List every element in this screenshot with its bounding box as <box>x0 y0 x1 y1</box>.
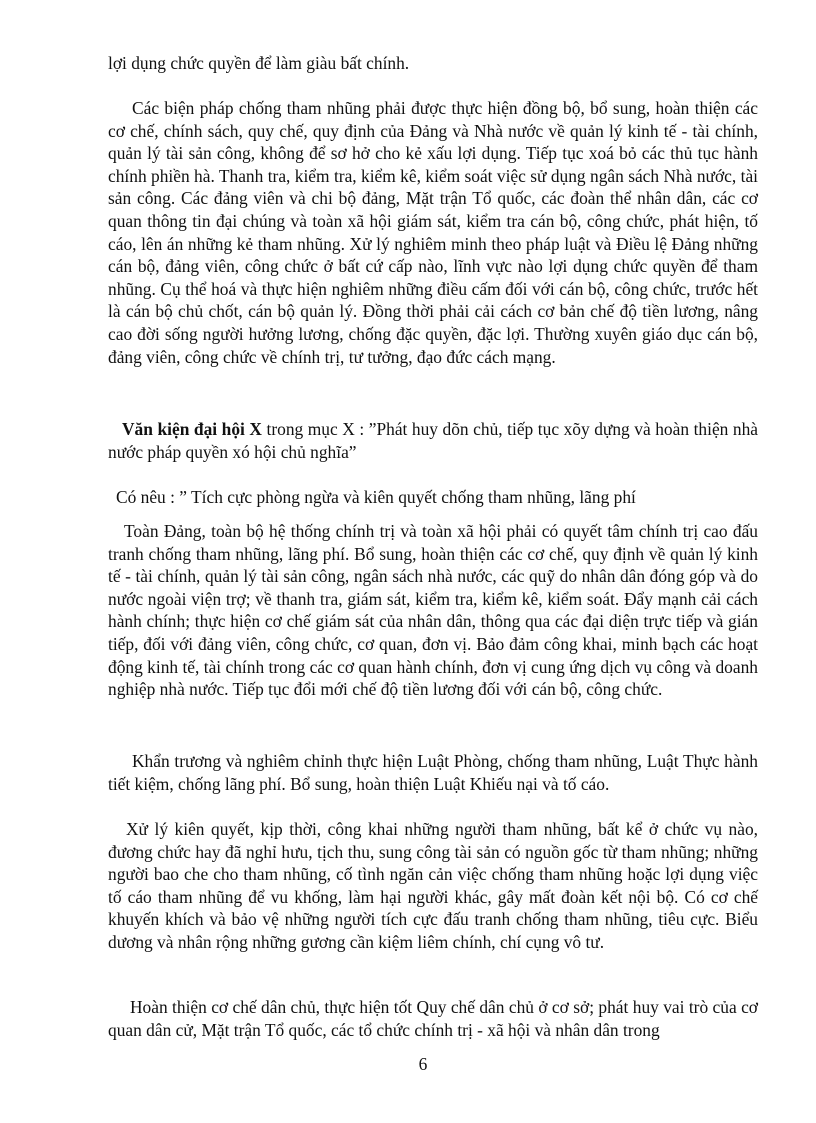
section-heading-text: trong mục X : ”Phát huy dõn chủ, tiếp tục xõy dựng và hoàn thiện nhà nước pháp quyền xó hội chủ nghĩa” <box>108 419 759 462</box>
page-number: 6 <box>418 1054 428 1074</box>
section-heading <box>108 418 758 463</box>
paragraph-whole-party: Toàn Đảng, toàn bộ hệ thống chính trị và toàn xã hội phải có quyết tâm chính trị cao đấu tranh chống tham nhũng, lãng phí. Bổ sung, hoàn thiện các cơ chế, quy định về quản lý kinh tế - tài chính, quản lý tài sản công, ngân sách nhà nước, các quỹ do nhân dân đóng góp và do nước ngoài viện trợ; về thanh tra, giám sát, kiểm tra, kiểm kê, kiểm soát. Đẩy mạnh cải cách hành chính; thực hiện cơ chế giám sát của nhân dân, thông qua các đại diện trực tiếp và gián tiếp, đối với đảng viên, công chức, cơ quan, đơn vị. Bảo đảm công khai, minh bạch các hoạt động kinh tế, tài chính trong các cơ quan hành chính, đơn vị cung ứng dịch vụ công và doanh nghiệp nhà nước. Tiếp tục đổi mới chế độ tiền lương đối với cán bộ, công chức. <box>108 521 758 700</box>
paragraph-laws: Khẩn trương và nghiêm chỉnh thực hiện Luật Phòng, chống tham nhũng, Luật Thực hành tiết kiệm, chống lãng phí. Bổ sung, hoàn thiện Luật Khiếu nại và tố cáo. <box>108 751 758 794</box>
paragraph-handling: Xử lý kiên quyết, kịp thời, công khai những người tham nhũng, bất kể ở chức vụ nào, đương chức hay đã nghỉ hưu, tịch thu, sung công tài sản có nguồn gốc từ tham nhũng; những người bao che cho tham nhũng, cố tình ngăn cản việc chống tham nhũng hoặc lợi dụng việc tố cáo tham nhũng để vu khống, làm hại người khác, gây mất đoàn kết nội bộ. Có cơ chế khuyến khích và bảo vệ những người tích cực đấu tranh chống tham nhũng, tiêu cực. Biểu dương và nhân rộng những gương cần kiệm liêm chính, chí cụng vô tư. <box>108 819 758 952</box>
paragraph-anti-corruption-measures: Các biện pháp chống tham nhũng phải được thực hiện đồng bộ, bổ sung, hoàn thiện các cơ chế, chính sách, quy chế, quy định của Đảng và Nhà nước về quản lý kinh tế - tài chính, quản lý tài sản công, không để sơ hở cho kẻ xấu lợi dụng. Tiếp tục xoá bỏ các thủ tục hành chính phiền hà. Thanh tra, kiểm tra, kiểm kê, kiểm soát việc sử dụng ngân sách Nhà nước, tài sản công. Các đảng viên và chi bộ đảng, Mặt trận Tổ quốc, các đoàn thể nhân dân, các cơ quan thông tin đại chúng và toàn xã hội giám sát, kiểm tra cán bộ, công chức, phát hiện, tố cáo, lên án những kẻ tham nhũng. Xử lý nghiêm minh theo pháp luật và Điều lệ Đảng những cán bộ, đảng viên, công chức ở bất cứ cấp nào, lĩnh vực nào lợi dụng chức quyền để tham nhũng. Cụ thể hoá và thực hiện nghiêm những điều cấm đối với cán bộ, công chức, trước hết là cán bộ chủ chốt, cán bộ quản lý. Đồng thời phải cải cách cơ bản chế độ tiền lương, nâng cao đời sống người hưởng lương, chống đặc quyền, đặc lợi. Thường xuyên giáo dục cán bộ, đảng viên, công chức về chính trị, tư tưởng, đạo đức cách mạng. <box>108 98 758 367</box>
section-heading-title: Văn kiện đại hội X <box>122 419 262 439</box>
paragraph-democracy: Hoàn thiện cơ chế dân chủ, thực hiện tốt Quy chế dân chủ ở cơ sở; phát huy vai trò của cơ quan dân cử, Mặt trận Tổ quốc, các tổ chức chính trị - xã hội và nhân dân trong <box>108 997 758 1040</box>
paragraph-continuation: lợi dụng chức quyền để làm giàu bất chính. <box>108 53 410 73</box>
quote-intro: Có nêu : ” Tích cực phòng ngừa và kiên quyết chống tham nhũng, lãng phí <box>116 487 636 507</box>
